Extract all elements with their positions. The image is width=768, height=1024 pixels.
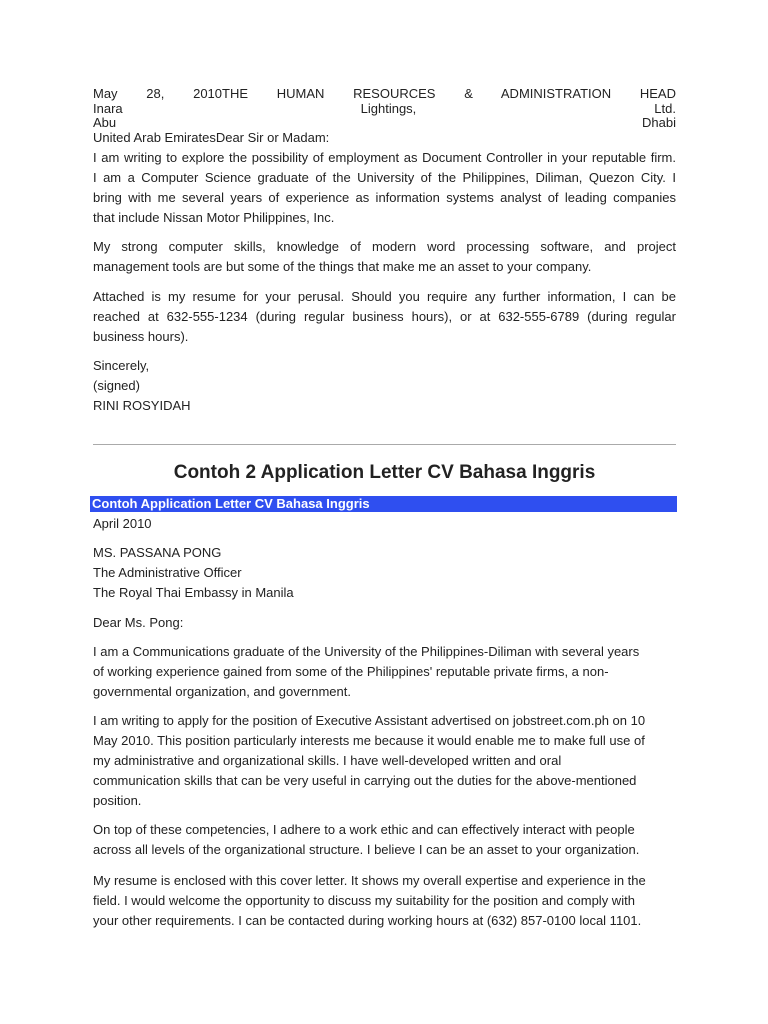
text-line: Sincerely, (93, 358, 150, 373)
text-line: across all levels of the organizational structure. I believe I can be an asset to your organization. (93, 842, 640, 857)
text-line: my administrative and organizational skills. I have well-developed written and oral (93, 753, 562, 768)
text-line: Abu Dhabi (93, 116, 676, 130)
text-line: that include Nissan Motor Philippines, Inc. (93, 210, 335, 225)
letter1-signature (93, 356, 676, 416)
text-line: May 28, 2010THE HUMAN RESOURCES & ADMINISTRATION HEAD (93, 87, 676, 101)
text-line: management tools are but some of the things that make me an asset to your company. (93, 259, 592, 274)
text-line: The Administrative Officer (93, 565, 242, 580)
letter1-paragraph-2 (93, 237, 676, 277)
text-line: of working experience gained from some of the Philippines' reputable private firms, a non- (93, 664, 609, 679)
letter2-greeting (93, 613, 676, 633)
text-line: May 2010. This position particularly interests me because it would enable me to make full use of (93, 733, 645, 748)
text-line: April 2010 (93, 516, 152, 531)
highlighted-subheading: Contoh Application Letter CV Bahasa Inggris (90, 496, 677, 512)
letter1-header (93, 87, 676, 145)
letter2-address (93, 543, 676, 603)
letter2-paragraph-3 (93, 820, 676, 860)
text-line: My strong computer skills, knowledge of modern word processing software, and project (93, 239, 676, 254)
letter2-paragraph-1 (93, 642, 676, 702)
letter2-date (93, 514, 676, 534)
text-line: I am writing to apply for the position of Executive Assistant advertised on jobstreet.com.ph on 10 (93, 713, 646, 728)
text-line: I am a Computer Science graduate of the University of the Philippines, Diliman, Quezon City. I (93, 170, 676, 185)
text-line: Inara Lightings, Ltd. (93, 101, 676, 116)
text-line: reached at 632-555-1234 (during regular business hours), or at 632-555-6789 (during regular (93, 309, 676, 324)
letter2-paragraph-2 (93, 711, 676, 811)
text-line: business hours). (93, 329, 189, 344)
letter1-paragraph-3 (93, 287, 676, 347)
text-line: My resume is enclosed with this cover letter. It shows my overall expertise and experience in the (93, 873, 646, 888)
text-line: Attached is my resume for your perusal. Should you require any further information, I can be (93, 289, 676, 304)
divider (93, 444, 676, 445)
text-line: On top of these competencies, I adhere to a work ethic and can effectively interact with people (93, 822, 635, 837)
text-line: communication skills that can be very useful in carrying out the duties for the above-mentioned (93, 773, 637, 788)
text-line: Dear Ms. Pong: (93, 615, 184, 630)
text-line: United Arab EmiratesDear Sir or Madam: (93, 130, 330, 145)
text-line: I am a Communications graduate of the University of the Philippines-Diliman with several years (93, 644, 640, 659)
text-line: I am writing to explore the possibility of employment as Document Controller in your reputable firm. (93, 150, 676, 165)
text-line: bring with me several years of experience as information systems analyst of leading companies (93, 190, 676, 205)
text-line: RINI ROSYIDAH (93, 398, 191, 413)
text-line: MS. PASSANA PONG (93, 545, 222, 560)
letter2-paragraph-4 (93, 871, 676, 931)
section-heading: Contoh 2 Application Letter CV Bahasa Inggris (173, 462, 596, 483)
text-line: position. (93, 793, 142, 808)
text-line: (signed) (93, 378, 140, 393)
text-line: governmental organization, and government. (93, 684, 351, 699)
text-line: your other requirements. I can be contacted during working hours at (632) 857-0100 local 1101. (93, 913, 642, 928)
letter1-paragraph-1 (93, 148, 676, 228)
text-line: The Royal Thai Embassy in Manila (93, 585, 294, 600)
text-line: field. I would welcome the opportunity to discuss my suitability for the position and comply with (93, 893, 635, 908)
